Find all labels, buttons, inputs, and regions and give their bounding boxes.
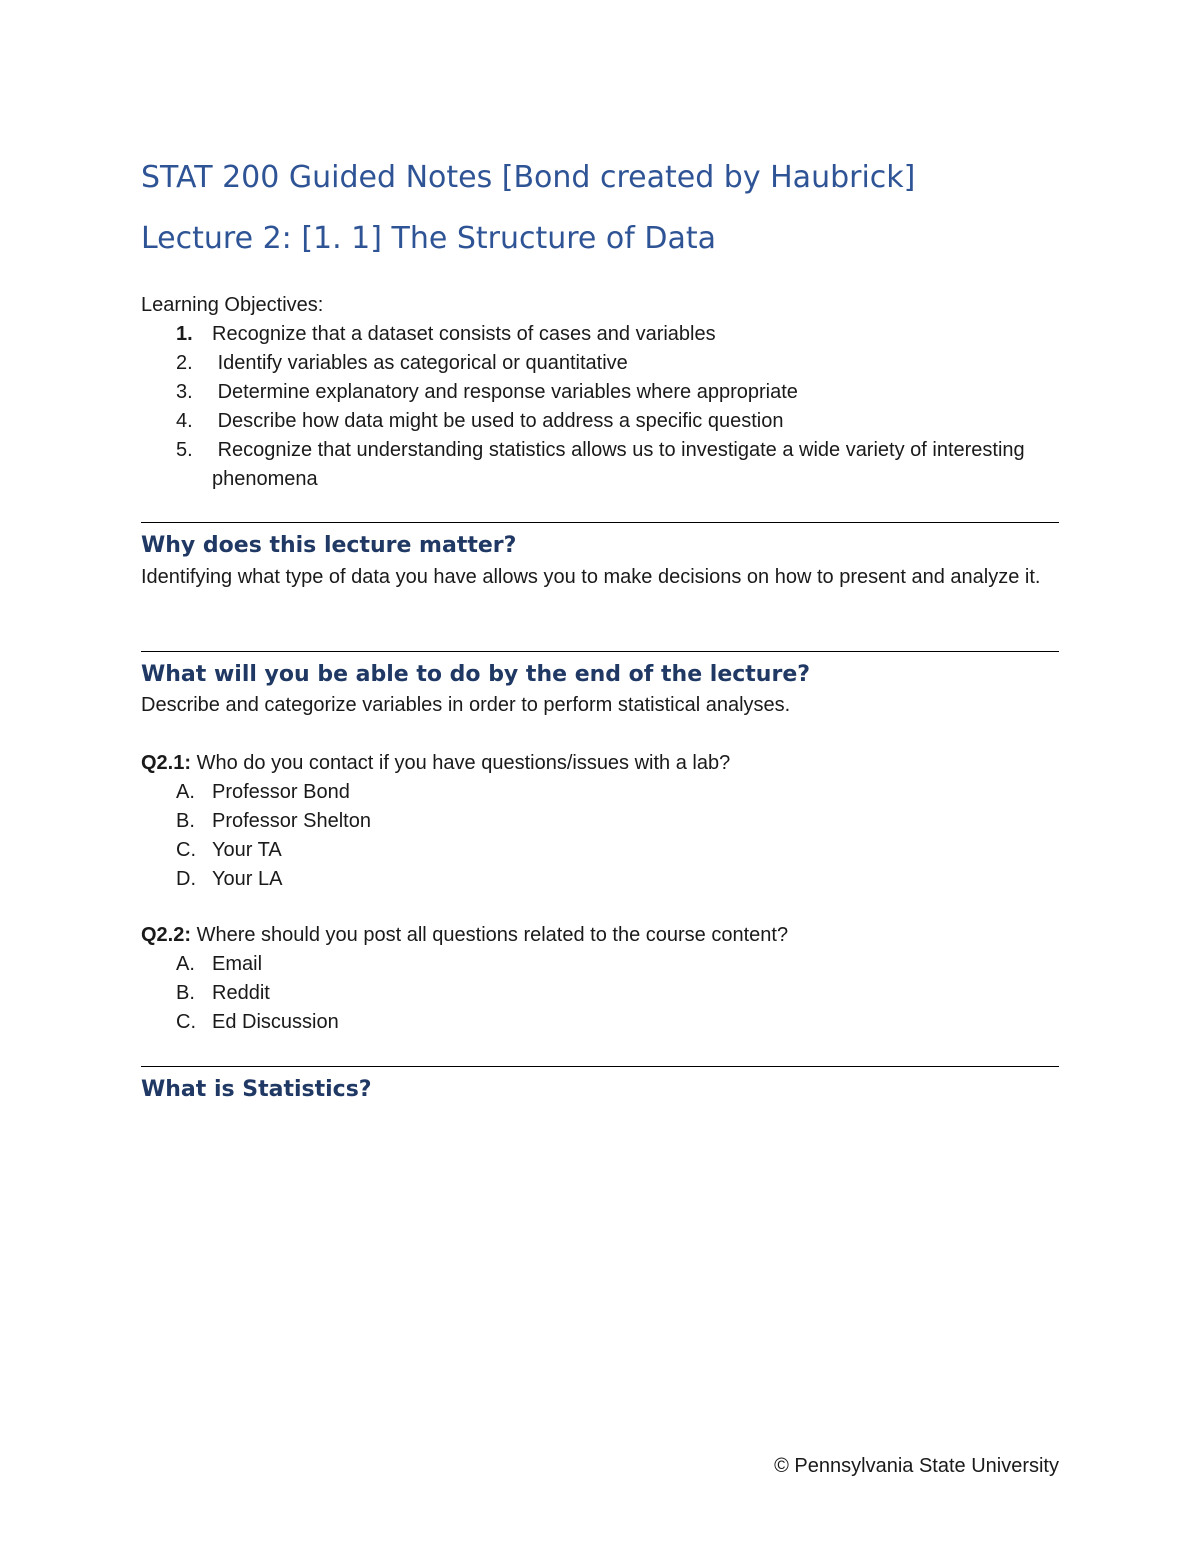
- learning-objectives-heading: Learning Objectives:: [141, 294, 324, 316]
- question-prompt: [141, 921, 1059, 950]
- answer-option: [141, 1008, 1059, 1037]
- answer-options: [141, 950, 1059, 1037]
- objective-number: 5.: [176, 439, 193, 461]
- option-text: Reddit: [212, 982, 270, 1004]
- answer-option: [141, 865, 1059, 894]
- option-letter: A.: [176, 953, 195, 975]
- objective-text: Recognize that a dataset consists of cases and variables: [212, 323, 716, 345]
- objective-number: 3.: [176, 381, 193, 403]
- option-letter: C.: [176, 1011, 196, 1033]
- option-letter: B.: [176, 982, 195, 1004]
- option-letter: A.: [176, 781, 195, 803]
- statistics-heading: What is Statistics?: [141, 1077, 372, 1102]
- learning-objectives: [141, 291, 1059, 494]
- answer-options: [141, 778, 1059, 894]
- section-divider: [141, 651, 1059, 652]
- objective-item: [141, 349, 1059, 378]
- section-divider: [141, 522, 1059, 523]
- copyright-footer: © Pennsylvania State University: [774, 1455, 1059, 1477]
- option-text: Ed Discussion: [212, 1011, 339, 1033]
- objective-text: Recognize that understanding statistics allows us to investigate a wide variety of interesting phenomena: [212, 439, 1031, 490]
- able-text: Describe and categorize variables in order to perform statistical analyses.: [141, 694, 791, 716]
- question-text: Who do you contact if you have questions/issues with a lab?: [191, 752, 731, 774]
- objective-number: 2.: [176, 352, 193, 374]
- option-letter: B.: [176, 810, 195, 832]
- option-letter: C.: [176, 839, 196, 861]
- objective-item: [141, 436, 1059, 494]
- objective-item: [141, 378, 1059, 407]
- objective-number: 1.: [176, 323, 193, 345]
- answer-option: [141, 807, 1059, 836]
- able-heading: What will you be able to do by the end of the lecture?: [141, 662, 811, 687]
- question-label: Q2.2:: [141, 924, 192, 946]
- objective-text: Identify variables as categorical or quantitative: [212, 352, 628, 374]
- objective-item: [141, 407, 1059, 436]
- option-text: Your LA: [212, 868, 283, 890]
- lecture-title: Lecture 2: [1. 1] The Structure of Data: [141, 221, 717, 256]
- question-prompt: [141, 749, 1059, 778]
- option-text: Your TA: [212, 839, 282, 861]
- answer-option: [141, 950, 1059, 979]
- objective-text: Determine explanatory and response variables where appropriate: [212, 381, 798, 403]
- why-text: Identifying what type of data you have allows you to make decisions on how to present and analyze it.: [141, 566, 1041, 588]
- question-block: [141, 749, 1059, 894]
- answer-option: [141, 979, 1059, 1008]
- objective-item: [141, 320, 1059, 349]
- answer-option: [141, 778, 1059, 807]
- answer-option: [141, 836, 1059, 865]
- option-text: Professor Bond: [212, 781, 350, 803]
- question-label: Q2.1:: [141, 752, 192, 774]
- question-block: [141, 921, 1059, 1037]
- question-text: Where should you post all questions related to the course content?: [191, 924, 789, 946]
- document-title: STAT 200 Guided Notes [Bond created by Haubrick]: [141, 160, 916, 195]
- option-text: Professor Shelton: [212, 810, 371, 832]
- why-heading: Why does this lecture matter?: [141, 533, 517, 558]
- section-divider: [141, 1066, 1059, 1067]
- objective-text: Describe how data might be used to address a specific question: [212, 410, 784, 432]
- objective-number: 4.: [176, 410, 193, 432]
- objectives-list: [141, 320, 1059, 494]
- option-letter: D.: [176, 868, 196, 890]
- option-text: Email: [212, 953, 263, 975]
